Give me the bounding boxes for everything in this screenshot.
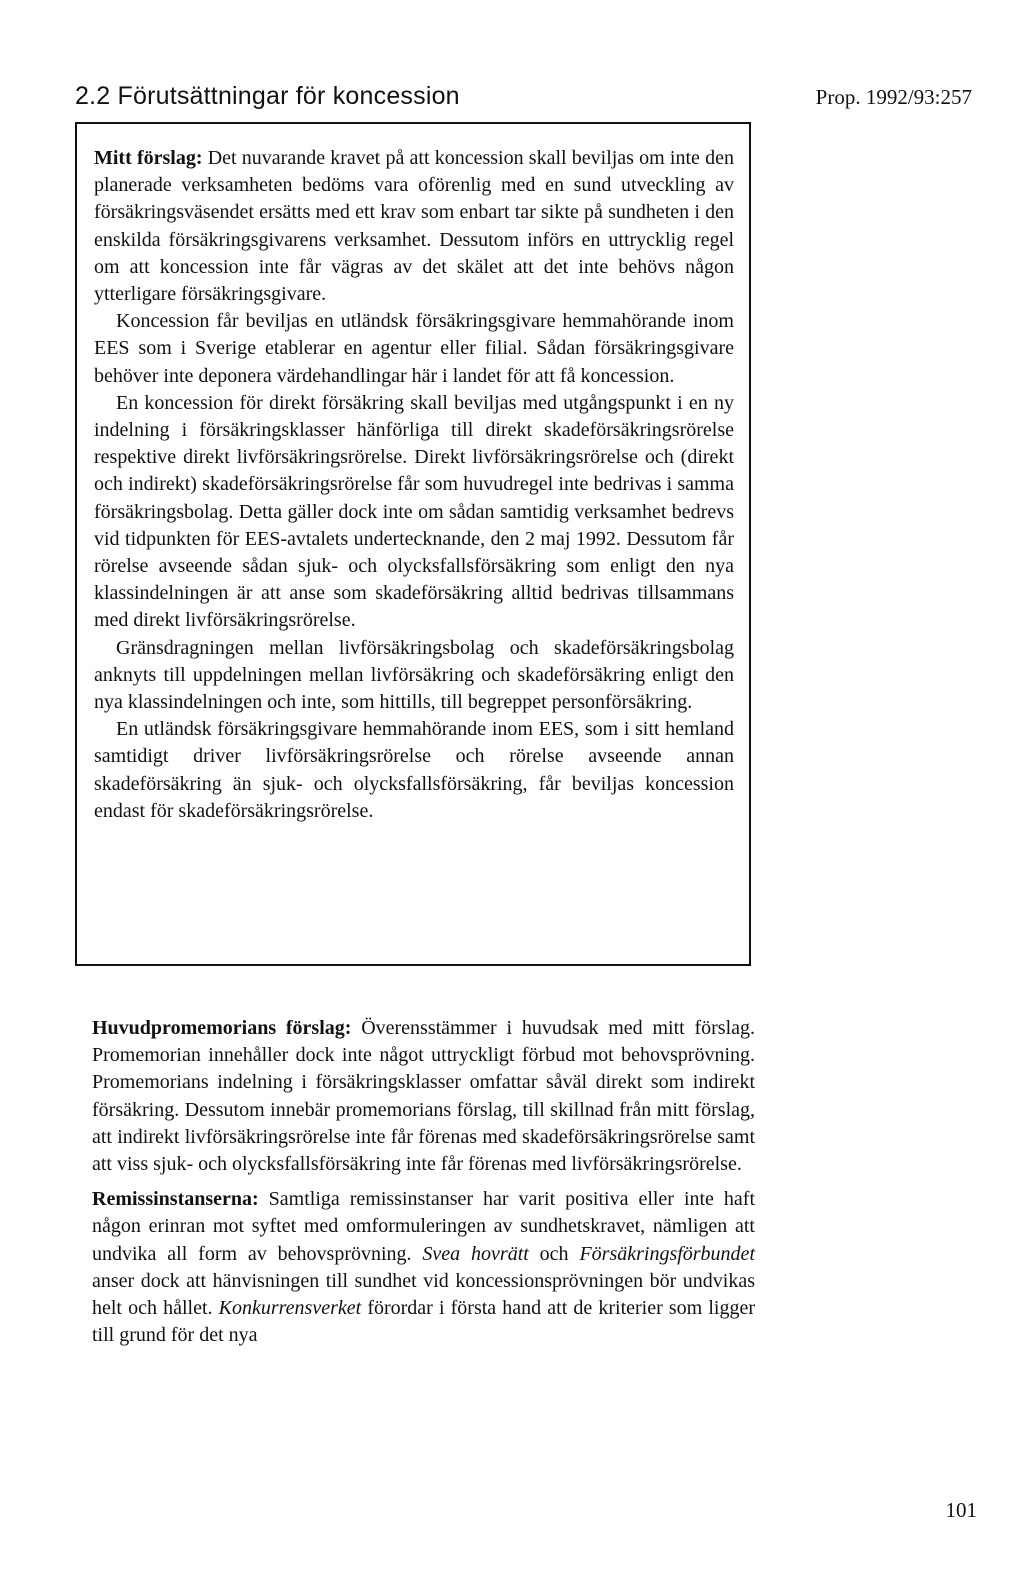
referral-paragraph (92, 1186, 755, 1349)
proposal-paragraph-5: En utländsk försäkringsgivare hemmahörande inom EES, som i sitt hemland samtidigt driver livförsäkringsrörelse och rörelse avseende annan skadeförsäkring än sjuk- och olycksfallsförsäkring, får beviljas koncession endast för skadeförsäkringsrörelse. (94, 718, 734, 822)
memo-label: Huvudpromemorians förslag: (92, 1017, 352, 1039)
referral-italic-svea-hovratt: Svea hovrätt (422, 1242, 529, 1265)
page-number: 101 (945, 1498, 977, 1522)
referral-text-b: och (528, 1242, 580, 1265)
section-heading: 2.2 Förutsättningar för koncession (75, 82, 460, 110)
proposal-box-text (94, 145, 734, 825)
proposal-paragraph-2: Koncession får beviljas en utländsk försäkringsgivare hemmahörande inom EES som i Sverige etablerar en agentur eller filial. Sådan försäkringsgivare behöver inte deponera värdehandlingar här i landet för att få koncession. (94, 310, 734, 387)
referral-text-d: förordar i första hand att de kriterier som ligger till grund för det nya (92, 1297, 755, 1347)
memo-paragraph (92, 1015, 755, 1178)
proposal-text-1: Det nuvarande kravet på att koncession skall beviljas om inte den planerade verksamheten bedöms vara oförenlig med en sund utveckling av försäkringsväsendet ersätts med ett krav som enbart tar sikte på sundheten i den enskilda försäkringsgivarens verksamhet. Dessutom införs en uttrycklig regel om att koncession inte får vägras av det skälet att det inte behövs någon ytterligare försäkringsgivare. (94, 147, 734, 306)
referral-label: Remissinstanserna: (92, 1188, 259, 1211)
proposal-paragraph-3: En koncession för direkt försäkring skall beviljas med utgångspunkt i en ny indelning i försäkringsklasser hänförliga till direkt skadeförsäkringsrörelse respektive direkt livförsäkringsrörelse. Direkt livförsäkringsrörelse och (direkt och indirekt) skadeförsäkringsrörelse får som huvudregel inte bedrivas i samma försäkringsbolag. Detta gäller dock inte om sådan samtidig verksamhet bedrevs vid tidpunkten för EES-avtalets undertecknande, den 2 maj 1992. Dessutom får rörelse avseende sådan sjuk- och olycksfallsförsäkring som enligt den nya klassindelningen är att anse som skadeförsäkring alltid bedrivas tillsammans med direkt livförsäkringsrörelse. (94, 391, 734, 632)
proposition-reference: Prop. 1992/93:257 (815, 85, 972, 109)
referral-text-c: anser dock att hänvisningen till sundhet vid koncessionsprövningen bör undvikas helt och hållet. (92, 1269, 755, 1320)
memo-text: Överensstämmer i huvudsak med mitt förslag. Promemorian innehåller dock inte något uttryckligt förbud mot behovsprövning. Promemorians indelning i försäkringsklasser omfattar såväl direkt som indirekt försäkring. Dessutom innebär promemorians förslag, till skillnad från mitt förslag, att indirekt livförsäkringsrörelse inte får förenas med skadeförsäkringsrörelse samt att viss sjuk- och olycksfallsförsäkring inte får förenas med livförsäkringsrörelse. (92, 1017, 756, 1176)
referral-italic-konkurrensverket: Konkurrensverket (218, 1297, 362, 1320)
body-text (92, 1015, 755, 1349)
proposal-label: Mitt förslag: (94, 147, 203, 169)
referral-text-a: Samtliga remissinstanser har varit positiva eller inte haft någon erinran mot syftet med omformuleringen av sundhetskravet, nämligen att undvika all form av behovsprövning. (92, 1188, 755, 1265)
referral-italic-forsakringsforbundet: Försäkringsförbundet (579, 1242, 755, 1265)
proposal-paragraph-4: Gränsdragningen mellan livförsäkringsbolag och skadeförsäkringsbolag anknyts till uppdelningen mellan livförsäkring och skadeförsäkring enligt den nya klassindelningen och inte, som hittills, till begreppet personförsäkring. (94, 636, 734, 714)
proposal-paragraph-1 (94, 145, 734, 308)
proposal-box (75, 122, 751, 966)
